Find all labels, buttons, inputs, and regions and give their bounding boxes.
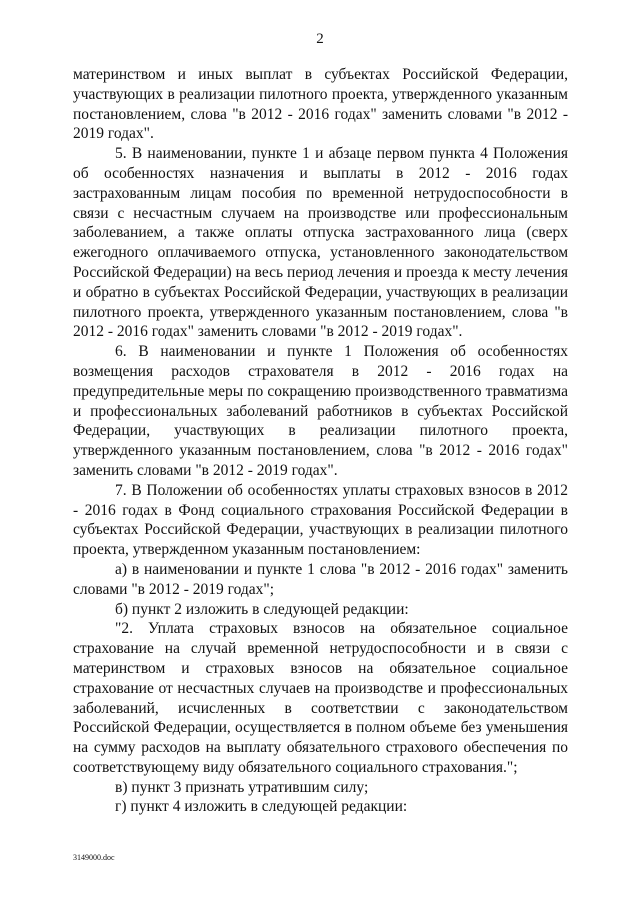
paragraph: 6. В наименовании и пункте 1 Положения об особенностях возмещения расходов страхователя в 2012 - 2016 годах на предупредительные меры по сокращению производственного травматизма и профессиональных заболеваний работников в субъектах Российской Федерации, участвующих в реализации пилотного проекта, утвержденного указанным постановлением, слова "в 2012 - 2016 годах" заменить словами "в 2012 - 2019 годах". (73, 343, 568, 479)
paragraph: а) в наименовании и пункте 1 слова "в 2012 - 2016 годах" заменить словами "в 2012 - 2019 годах"; (73, 560, 568, 598)
paragraph: 7. В Положении об особенностях уплаты страховых взносов в 2012 - 2016 годах в Фонд социального страхования Российской Федерации в субъектах Российской Федерации, участвующих в реализации пилотного проекта, утвержденном указанным постановлением: (73, 481, 568, 559)
paragraph: в) пункт 3 признать утратившим силу; (115, 778, 369, 796)
paragraph: 5. В наименовании, пункте 1 и абзаце первом пункта 4 Положения об особенностях назначения и выплаты в 2012 - 2016 годах застрахованным лицам пособия по временной нетрудоспособности в связи с несчастным случаем на производстве или профессиональным заболеванием, а также оплаты отпуска застрахованного лица (сверх ежегодного оплачиваемого отпуска, установленного законодательством Российской Федерации) на весь период лечения и проезда к месту лечения и обратно в субъектах Российской Федерации, участвующих в реализации пилотного проекта, утвержденного указанным постановлением, слова "в 2012 - 2016 годах" заменить словами "в 2012 - 2019 годах". (73, 145, 568, 341)
paragraph: г) пункт 4 изложить в следующей редакции: (115, 798, 408, 816)
document-body (73, 65, 568, 817)
footer-filename: 3149000.doc (73, 853, 115, 862)
paragraph: материнством и иных выплат в субъектах Российской Федерации, участвующих в реализации пилотного проекта, утвержденного указанным постановлением, слова "в 2012 - 2016 годах" заменить словами "в 2012 - 2019 годах". (73, 66, 568, 143)
page-number: 2 (316, 31, 324, 47)
paragraph: б) пункт 2 изложить в следующей редакции: (115, 600, 409, 618)
paragraph: "2. Уплата страховых взносов на обязательное социальное страхование на случай временной нетрудоспособности и в связи с материнством и страховых взносов на обязательное социальное страхование от несчастных случаев на производстве и профессиональных заболеваний, исчисленных в соответствии с законодательством Российской Федерации, осуществляется в полном объеме без уменьшения на сумму расходов на выплату обязательного страхового обеспечения по соответствующему виду обязательного социального страхования."; (73, 620, 568, 776)
